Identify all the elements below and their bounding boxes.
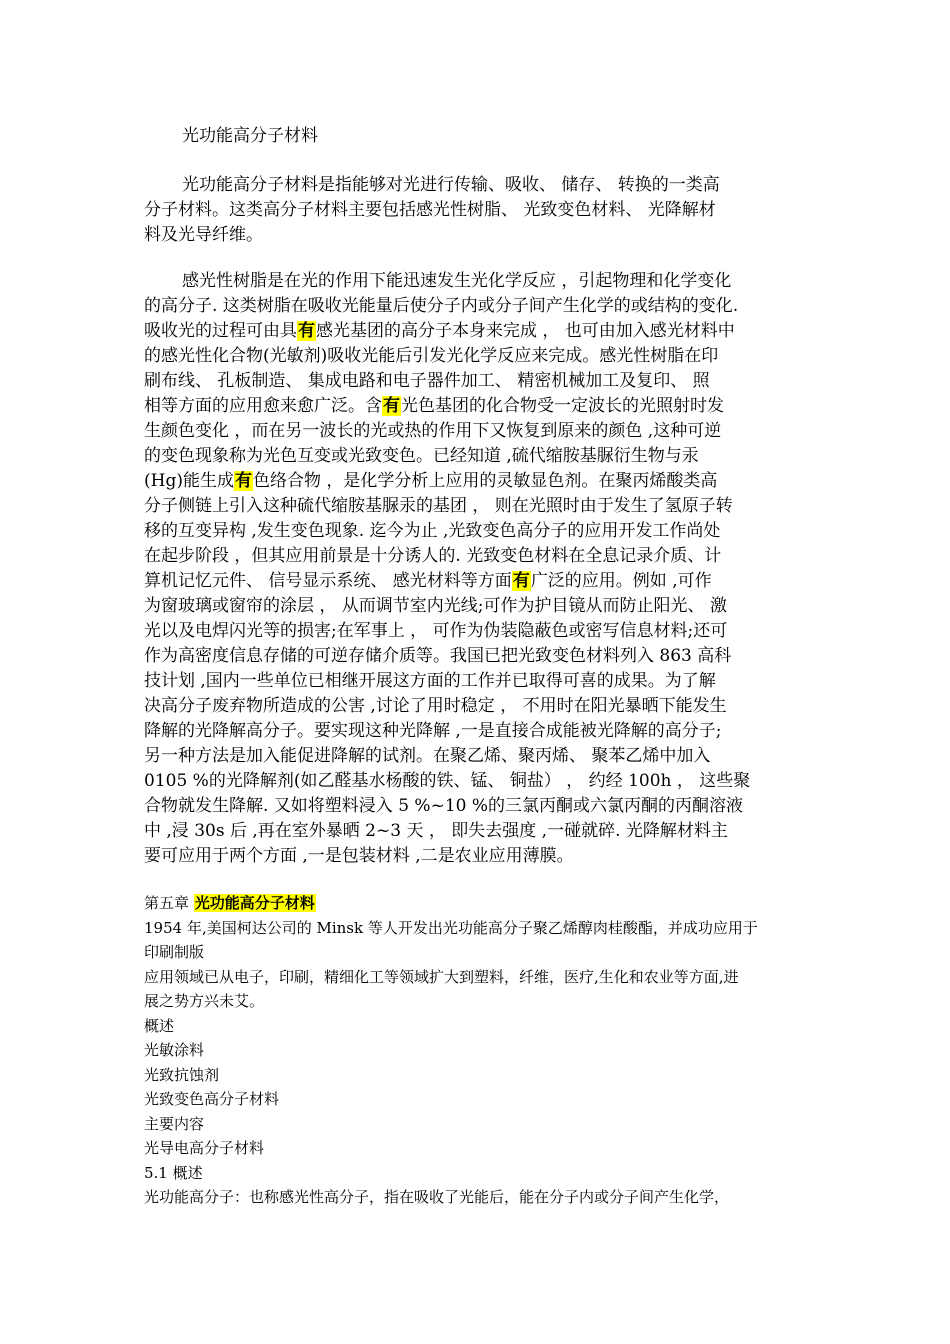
- body-text: 在起步阶段 ，但其应用前景是十分诱人的. 光致变色材料在全息记录介质、计: [144, 546, 722, 566]
- chapter-heading-highlight: 光功能高分子材料: [194, 894, 315, 912]
- chapter-heading: [144, 891, 814, 916]
- body-text: 要可应用于两个方面 ,一是包装材料 ,二是农业应用薄膜。: [144, 846, 574, 866]
- body-text: 吸收光的过程可由具: [144, 321, 297, 341]
- body-text: 相等方面的应用愈来愈广泛。含: [144, 396, 382, 416]
- chapter-line: 1954 年,美国柯达公司的 Minsk 等人开发出光功能高分子聚乙烯醇肉桂酸酯，并成功应用于: [144, 918, 758, 937]
- body-text: 光色基团的化合物受一定波长的光照射时发: [401, 396, 724, 416]
- chapter-line: 光致抗蚀剂: [144, 1065, 220, 1084]
- highlighted-word: 有: [383, 396, 400, 416]
- chapter-line: 光致变色高分子材料: [144, 1090, 280, 1108]
- intro-line: 料及光导纤维。: [144, 225, 263, 245]
- body-paragraph: [144, 269, 812, 869]
- intro-line: 光功能高分子材料是指能够对光进行传输、吸收、 储存、 转换的一类高: [182, 175, 720, 195]
- body-line: [144, 394, 812, 419]
- body-line: [144, 669, 812, 694]
- body-text: 的变色现象称为光色互变或光致变色。已经知道 ,硫代缩胺基脲衍生物与汞: [144, 446, 699, 466]
- body-line: [144, 469, 812, 494]
- body-text: 降解的光降解高分子。要实现这种光降解 ,一是直接合成能被光降解的高分子;: [144, 721, 722, 741]
- chapter-line: 光导电高分子材料: [144, 1139, 265, 1157]
- body-text: 生颜色变化 ，而在另一波长的光或热的作用下又恢复到原来的颜色 ,这种可逆: [144, 421, 722, 441]
- body-text: 刷布线、 孔板制造、 集成电路和电子器件加工、 精密机械加工及复印、 照: [144, 371, 710, 391]
- body-line: [144, 844, 812, 869]
- body-text: 色络合物 ，是化学分析上应用的灵敏显色剂。在聚丙烯酸类高: [252, 471, 718, 491]
- body-line: [144, 444, 812, 469]
- highlighted-word: 有: [298, 321, 315, 341]
- chapter-line: 应用领域已从电子，印刷，精细化工等领域扩大到塑料，纤维，医疗,生化和农业等方面,进: [144, 967, 739, 986]
- body-line: [144, 744, 812, 769]
- body-text: 0105 %的光降解剂(如乙醛基水杨酸的铁、锰、 铜盐） ， 约经 100h ， 这些聚: [144, 771, 751, 791]
- body-line: [144, 794, 812, 819]
- body-text: 感光性树脂是在光的作用下能迅速发生光化学反应 ，引起物理和化学变化: [182, 271, 732, 291]
- body-text: 另一种方法是加入能促进降解的试剂。在聚乙烯、聚丙烯、 聚苯乙烯中加入: [144, 746, 711, 766]
- body-line: [144, 644, 812, 669]
- body-text: 广泛的应用。例如 ,可作: [530, 571, 712, 591]
- body-text: 为窗玻璃或窗帘的涂层 ， 从而调节室内光线;可作为护目镜从而防止阳光、 激: [144, 596, 727, 616]
- body-line: [144, 494, 812, 519]
- body-text: 感光基团的高分子本身来完成 ， 也可由加入感光材料中: [316, 321, 735, 341]
- body-line: [144, 544, 812, 569]
- body-line: [144, 719, 812, 744]
- body-text: 的感光性化合物(光敏剂)吸收光能后引发光化学反应来完成。感光性树脂在印: [144, 346, 719, 366]
- body-line: [144, 344, 812, 369]
- chapter-section: [144, 891, 814, 1210]
- body-text: 移的互变异构 ,发生变色现象. 迄今为止 ,光致变色高分子的应用开发工作尚处: [144, 521, 721, 541]
- body-line: [144, 819, 812, 844]
- body-line: [144, 419, 812, 444]
- chapter-line: 光敏涂料: [144, 1041, 205, 1059]
- body-text: (Hg)能生成: [144, 471, 234, 491]
- chapter-line: 概述: [144, 1016, 175, 1035]
- chapter-line: 展之势方兴未艾。: [144, 992, 265, 1010]
- body-text: 决高分子废弃物所造成的公害 ,讨论了用时稳定 ， 不用时在阳光暴晒下能发生: [144, 696, 727, 716]
- chapter-line: 5.1 概述: [144, 1163, 203, 1182]
- body-line: [144, 594, 812, 619]
- body-line: [144, 319, 812, 344]
- body-line: [144, 694, 812, 719]
- document-title: 光功能高分子材料: [182, 126, 318, 146]
- body-line: [144, 569, 812, 594]
- highlighted-word: 有: [512, 571, 530, 591]
- body-text: 中 ,浸 30s 后 ,再在室外暴晒 2~3 天 ， 即失去强度 ,一碰就碎. 光降解材料主: [144, 821, 728, 841]
- chapter-line: 印刷制版: [144, 943, 205, 961]
- body-text: 技计划 ,国内一些单位已相继开展这方面的工作并已取得可喜的成果。为了解: [144, 671, 716, 691]
- body-text: 作为高密度信息存储的可逆存储介质等。我国已把光致变色材料列入 863 高科: [144, 646, 732, 666]
- chapter-line: 光功能高分子：也称感光性高分子，指在吸收了光能后，能在分子内或分子间产生化学，: [144, 1188, 730, 1206]
- body-text: 算机记忆元件、 信号显示系统、 感光材料等方面: [144, 571, 512, 591]
- body-text: 合物就发生降解. 又如将塑料浸入 5 %~10 %的三氯丙酮或六氯丙酮的丙酮溶液: [144, 796, 744, 816]
- body-line: [144, 269, 812, 294]
- body-text: 分子侧链上引入这种硫代缩胺基脲汞的基团 ， 则在光照时由于发生了氢原子转: [144, 496, 733, 516]
- chapter-line: 主要内容: [144, 1114, 205, 1133]
- body-text: 的高分子. 这类树脂在吸收光能量后使分子内或分子间产生化学的或结构的变化.: [144, 296, 739, 316]
- body-line: [144, 369, 812, 394]
- body-line: [144, 294, 812, 319]
- intro-paragraph: [144, 173, 812, 248]
- body-line: [144, 619, 812, 644]
- body-line: [144, 519, 812, 544]
- chapter-prefix: 第五章: [144, 894, 194, 912]
- body-text: 光以及电焊闪光等的损害;在军事上 ， 可作为伪装隐蔽色或密写信息材料;还可: [144, 621, 728, 641]
- intro-line: 分子材料。这类高分子材料主要包括感光性树脂、 光致变色材料、 光降解材: [144, 200, 716, 220]
- body-line: [144, 769, 812, 794]
- highlighted-word: 有: [234, 471, 252, 491]
